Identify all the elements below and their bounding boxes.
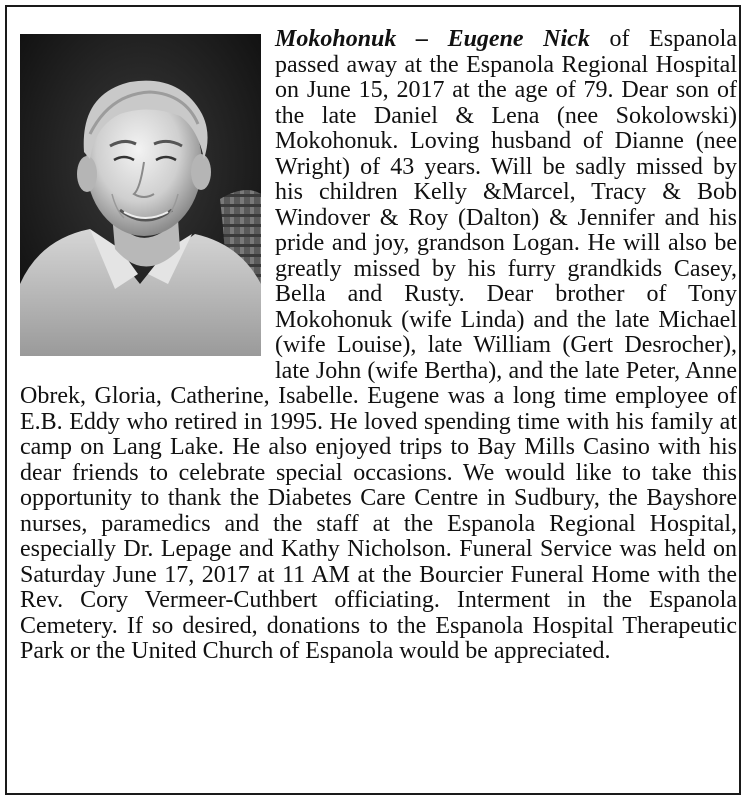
obituary-body-text: of Espanola passed away at the Espanola Regional Hospital on June 15, 2017 at the age of 79. Dear son of the late Daniel & Lena (nee Sokolowski) Mokohonuk. Loving husband of Dianne (nee Wright) of 43 years. Will be sadly missed by his children Kelly &Marcel, Tracy & Bob Windover & Roy (Dalton) & Jennifer and his pride and joy, grandson Logan. He will also be greatly missed by his furry grandkids Casey, Bella and Rusty. Dear brother of Tony Mokohonuk (wife Linda) and the late Michael (wife Louise), late William (Gert Desrocher), late John (wife Bertha), and the late Peter, Anne Obrek, Gloria, Catherine, Isabelle. Eugene was a long time employee of E.B. Eddy who retired in 1995. He loved spending time with his family at camp on Lang Lake. He also enjoyed trips to Bay Mills Casino with his dear friends to celebrate special occasions. We would like to take this opportunity to thank the Diabetes Care Centre in Sudbury, the Bayshore nurses, paramedics and the staff at the Espanola Regional Hospital, especially Dr. Lepage and Kathy Nicholson. Funeral Service was held on Saturday June 17, 2017 at 11 AM at the Bourcier Funeral Home with the Rev. Cory Vermeer-Cuthbert officiating. Interment in the Espanola Cemetery. If so desired, donations to the Espanola Hospital Therapeutic Park or the United Church of Espanola would be appreciated. [20, 26, 738, 664]
obituary-content [20, 27, 737, 665]
obituary-frame [5, 5, 741, 795]
deceased-name-heading: Mokohonuk – Eugene Nick [275, 26, 590, 52]
portrait-photo [20, 34, 261, 356]
